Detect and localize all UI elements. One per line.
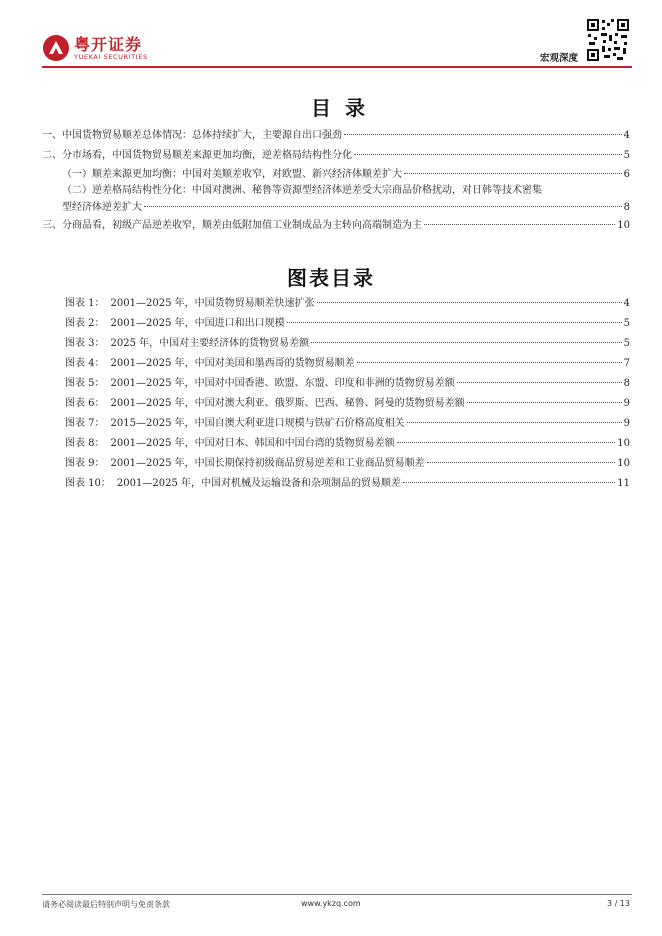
toc-entry-text-line1[interactable]: （二）逆差格局结构性分化：中国对澳洲、秘鲁等资源型经济体逆差受大宗商品价格扰动，对日韩等技术密集 <box>62 185 542 196</box>
figure-page: 11 <box>617 478 630 489</box>
footer-divider <box>42 894 632 895</box>
leader-dots <box>397 442 616 443</box>
footer-page-indicator: 3 / 13 <box>606 899 630 908</box>
toc-title: 目录 <box>311 96 379 120</box>
leader-dots <box>311 342 621 343</box>
figure-entry[interactable] <box>65 337 630 351</box>
figure-page: 9 <box>623 418 630 429</box>
brand-name-en: YUEKAI SECURITIES <box>74 52 148 61</box>
figure-caption: 2001—2025 年，中国对中国香港、欧盟、东盟、印度和非洲的货物贸易差额 <box>110 378 455 389</box>
figure-entry[interactable] <box>65 377 630 391</box>
figure-page: 10 <box>617 438 630 449</box>
figure-caption: 2001—2025 年，中国进口和出口规模 <box>110 318 285 329</box>
figure-caption: 2015—2025 年，中国自澳大利亚进口规模与铁矿石价格高度相关 <box>110 418 405 429</box>
figure-entry[interactable] <box>65 417 630 431</box>
figure-caption: 2001—2025 年，中国对澳大利亚、俄罗斯、巴西、秘鲁、阿曼的货物贸易差额 <box>110 398 465 409</box>
toc-entry-page: 10 <box>617 220 630 231</box>
figure-label: 图表 4： <box>65 358 105 369</box>
yuekai-logo-icon <box>42 34 70 62</box>
toc-entry-text: 二、分市场看，中国货物贸易顺差来源更加均衡，逆差格局结构性分化 <box>42 150 352 161</box>
page-header <box>0 0 662 70</box>
qr-code-icon <box>586 18 630 62</box>
figure-label: 图表 5： <box>65 378 105 389</box>
figure-page: 10 <box>617 458 630 469</box>
toc-entry[interactable] <box>42 219 630 233</box>
figure-caption: 2001—2025 年，中国对机械及运输设备和杂项制品的贸易顺差 <box>116 478 401 489</box>
brand-name-cn: 粤开证券 <box>74 34 143 54</box>
leader-dots <box>357 362 622 363</box>
toc-entry[interactable] <box>62 168 630 182</box>
figure-page: 5 <box>623 338 630 349</box>
figure-entry[interactable] <box>65 477 630 491</box>
leader-dots <box>407 422 622 423</box>
figure-label: 图表 6： <box>65 398 105 409</box>
figure-caption: 2025 年，中国对主要经济体的货物贸易差额 <box>110 338 310 349</box>
figure-entry[interactable] <box>65 397 630 411</box>
figure-label: 图表 2： <box>65 318 105 329</box>
figure-entry[interactable] <box>65 297 630 311</box>
figure-page: 8 <box>623 378 630 389</box>
leader-dots <box>424 224 615 225</box>
toc-entry-page: 4 <box>623 130 630 141</box>
figure-page: 9 <box>623 398 630 409</box>
figure-caption: 2001—2025 年，中国对日本、韩国和中国台湾的货物贸易差额 <box>110 438 395 449</box>
leader-dots <box>457 382 622 383</box>
leader-dots <box>144 206 622 207</box>
toc-entry[interactable] <box>42 129 630 143</box>
figure-label: 图表 7： <box>65 418 105 429</box>
leader-dots <box>287 322 622 323</box>
header-divider <box>42 66 632 68</box>
toc-entry-text-line2: 型经济体逆差扩大 <box>62 202 142 213</box>
figure-entry[interactable] <box>65 457 630 471</box>
report-type-label: 宏观深度 <box>540 53 579 64</box>
toc-entry[interactable] <box>62 201 630 215</box>
figure-page: 4 <box>623 298 630 309</box>
toc-entry-text: （一）顺差来源更加均衡：中国对美顺差收窄，对欧盟、新兴经济体顺差扩大 <box>62 169 402 180</box>
figure-caption: 2001—2025 年，中国货物贸易顺差快速扩张 <box>110 298 315 309</box>
figure-label: 图表 9： <box>65 458 105 469</box>
leader-dots <box>354 154 622 155</box>
toc-entry-text: 一、中国货物贸易顺差总体情况：总体持续扩大，主要源自出口强劲 <box>42 130 342 141</box>
figure-page: 5 <box>623 318 630 329</box>
figure-entry[interactable] <box>65 357 630 371</box>
leader-dots <box>317 302 622 303</box>
figure-label: 图表 3： <box>65 338 105 349</box>
figure-caption: 2001—2025 年，中国对美国和墨西哥的货物贸易顺差 <box>110 358 355 369</box>
toc-entry-text: 三、分商品看，初级产品逆差收窄，顺差由低附加值工业制成品为主转向高端制造为主 <box>42 220 422 231</box>
footer-website-link[interactable]: www.ykzq.com <box>301 899 361 908</box>
figure-label: 图表 1： <box>65 298 105 309</box>
figure-entry[interactable] <box>65 317 630 331</box>
figure-caption: 2001—2025 年，中国长期保持初级商品贸易逆差和工业商品贸易顺差 <box>110 458 425 469</box>
figure-page: 7 <box>623 358 630 369</box>
toc-entry-page: 8 <box>623 202 630 213</box>
toc-entry-page: 5 <box>623 150 630 161</box>
toc-entry[interactable] <box>42 149 630 163</box>
toc-entry-page: 6 <box>623 169 630 180</box>
figure-list-title: 图表目录 <box>287 266 375 290</box>
leader-dots <box>344 134 622 135</box>
leader-dots <box>404 173 622 174</box>
leader-dots <box>403 482 615 483</box>
figure-label: 图表 8： <box>65 438 105 449</box>
brand-logo <box>42 34 148 62</box>
figure-label: 图表 10： <box>65 478 111 489</box>
leader-dots <box>467 402 622 403</box>
leader-dots <box>427 462 616 463</box>
figure-entry[interactable] <box>65 437 630 451</box>
footer-disclaimer[interactable]: 请务必阅读最后特别声明与免责条款 <box>42 900 170 909</box>
